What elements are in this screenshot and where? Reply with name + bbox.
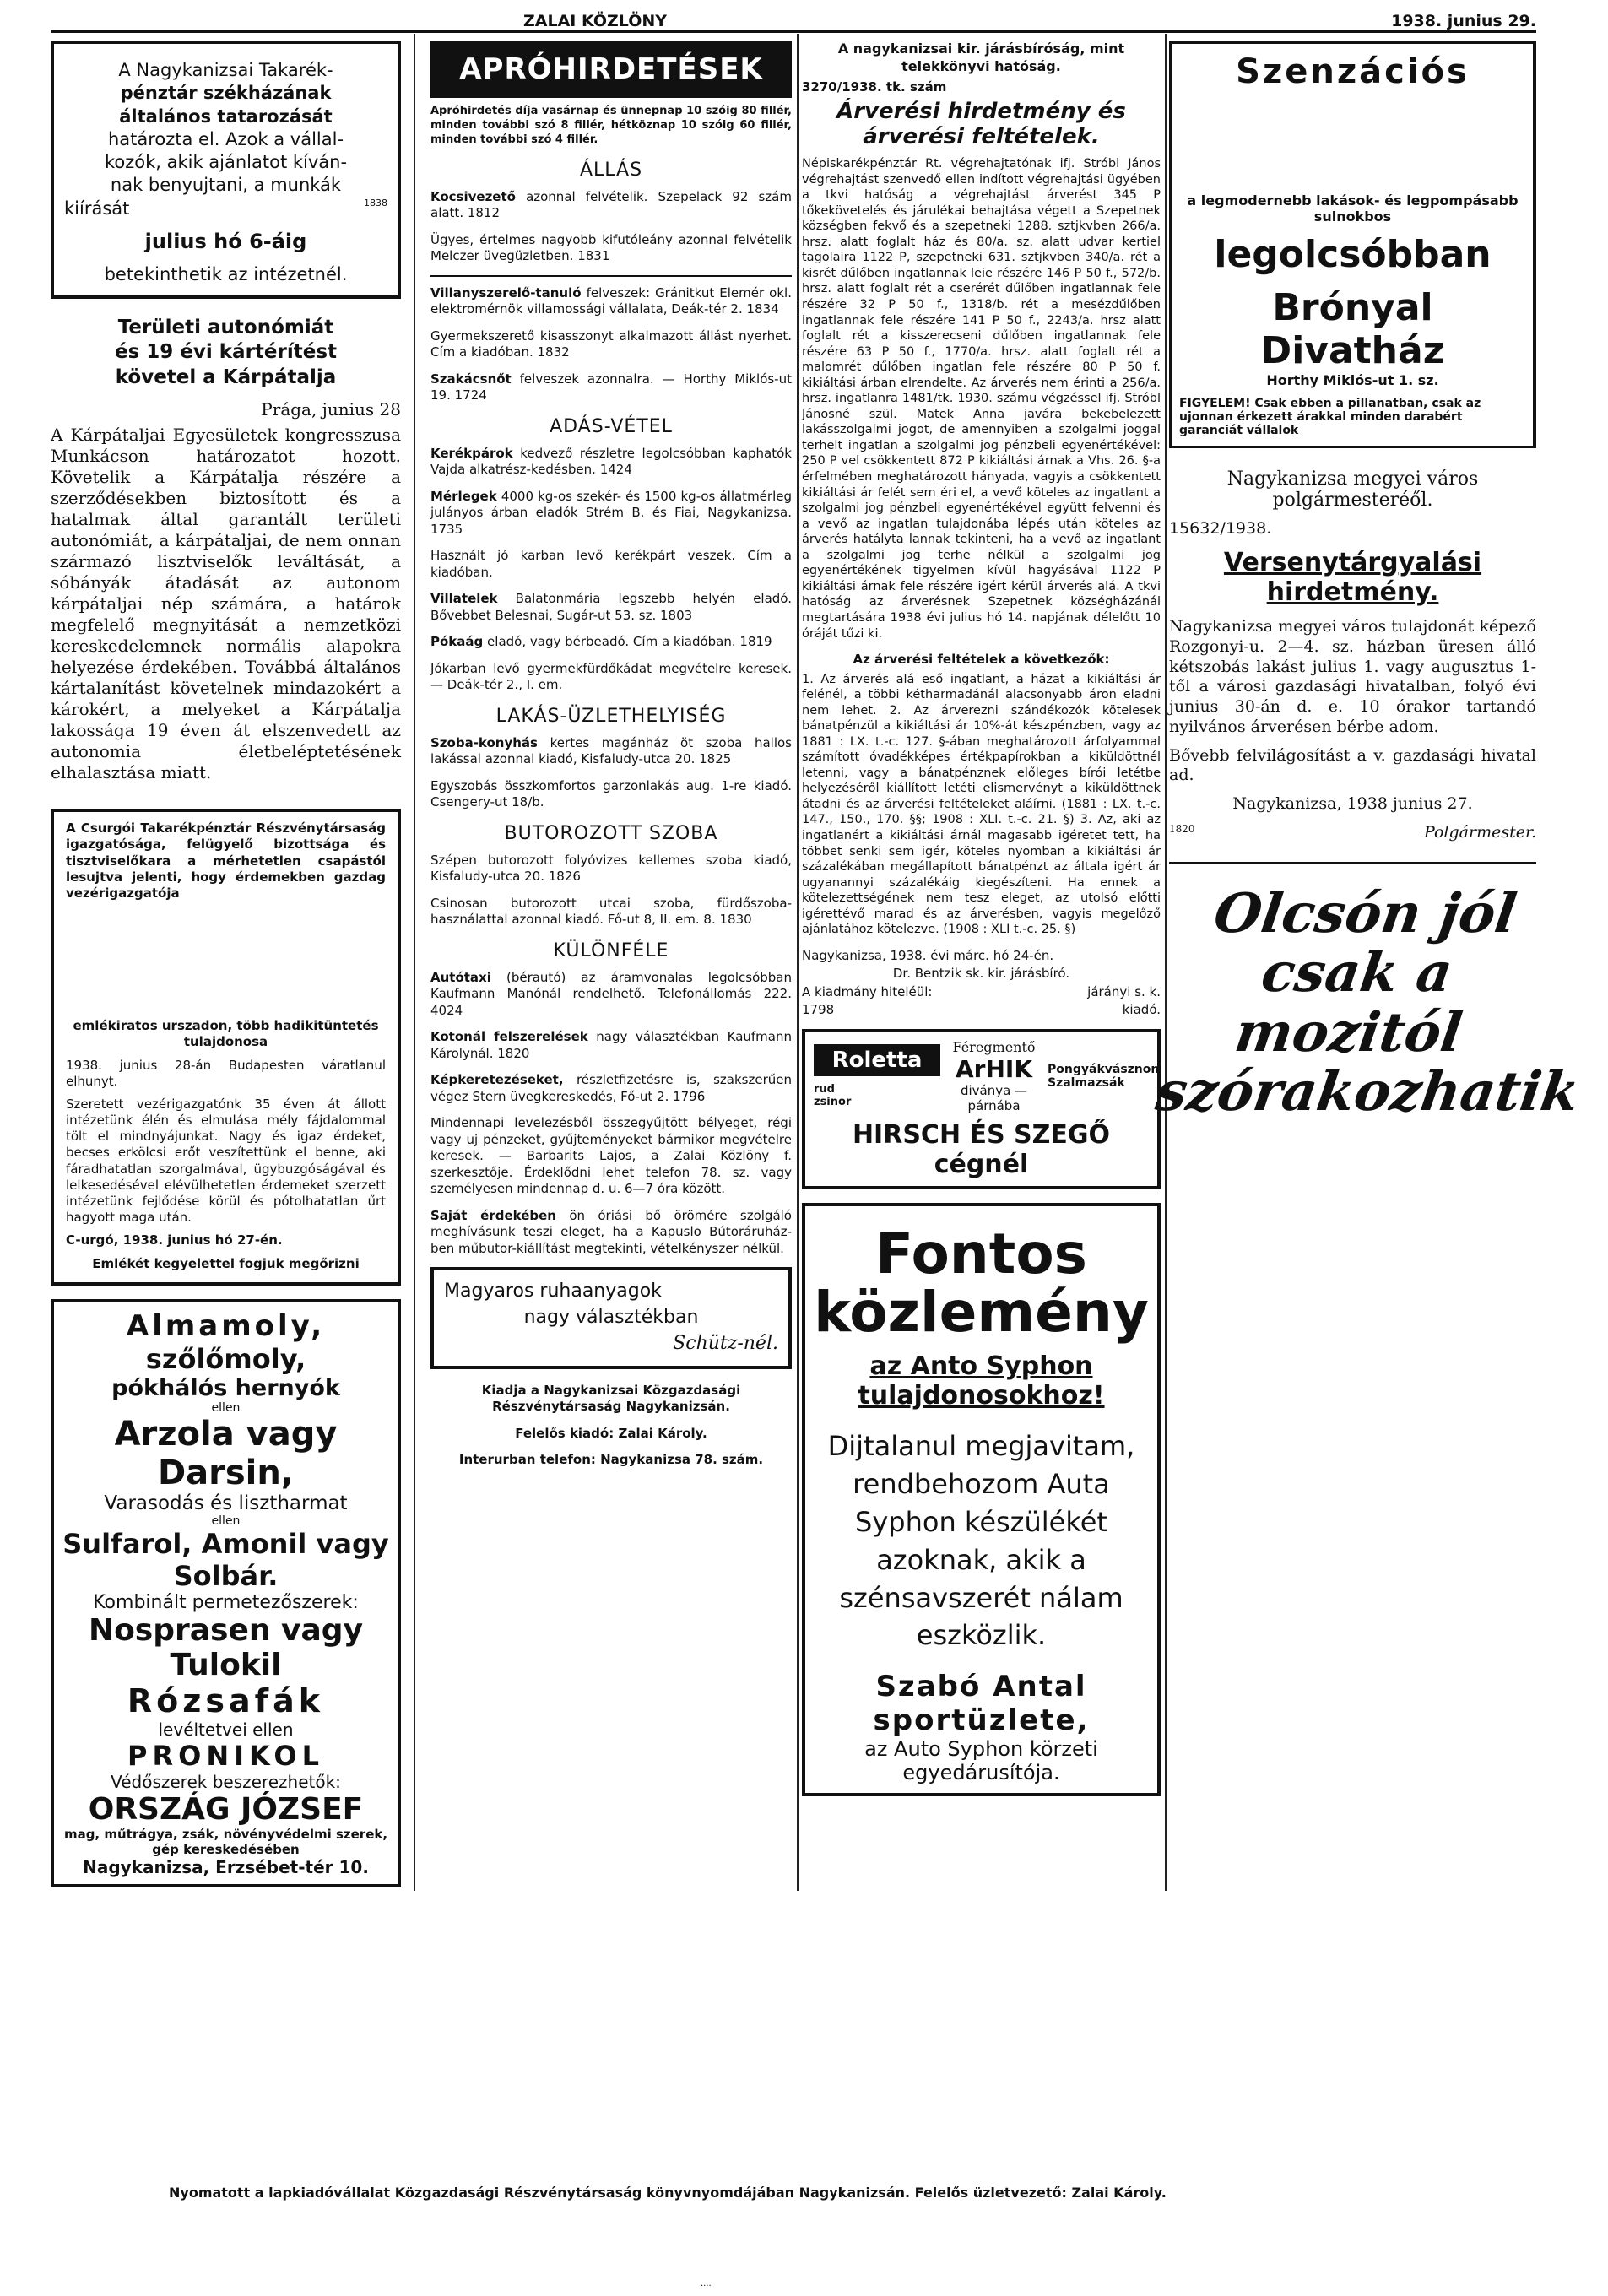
obit-name-space bbox=[66, 908, 386, 1018]
bronyal-address: Horthy Miklós-ut 1. sz. bbox=[1266, 372, 1439, 388]
korzet-label: az Auto Syphon körzeti egyedárusítója. bbox=[864, 1737, 1098, 1785]
classified-ad: Pókaág eladó, vagy bérbeadó. Cím a kiadóban. 1819 bbox=[430, 634, 772, 650]
headline-line: Területi autonómiát bbox=[117, 316, 334, 338]
notice-number: 15632/1938. bbox=[1169, 519, 1272, 538]
phone: Interurban telefon: Nagykanizsa 78. szám. bbox=[458, 1452, 764, 1468]
takarek-line: nak benyujtani, a munkák bbox=[110, 175, 342, 196]
ad-number: 1838 bbox=[364, 197, 387, 208]
obit-head: A Csurgói Takarékpénztár Részvénytársaság igazgatósága, felügyelő bizottsága és tisztviselőkara a mérhetetlen csapástól lesujtva jelenti, hogy érdemekben gazdag vezérigazgatója bbox=[66, 820, 386, 901]
pongy-block bbox=[1048, 1062, 1160, 1090]
auction-dateline: Nagykanizsa, 1938. évi márc. hó 24-én. bbox=[802, 947, 1054, 963]
alma-line: szőlőmoly, bbox=[145, 1342, 306, 1375]
classified-ad: Kerékpárok kedvező részletre legolcsóbban kaphatók Vajda alkatrész-kedésben. 1424 bbox=[430, 445, 792, 478]
bronyal-name: Brónyal Divatház bbox=[1260, 286, 1445, 372]
obituary bbox=[51, 809, 401, 1286]
classifieds-title: APRÓHIRDETÉSEK bbox=[430, 41, 792, 98]
product-line: PRONIKOL bbox=[127, 1739, 324, 1772]
verseny-sign bbox=[1169, 823, 1536, 842]
auction-sign-name: járányi s. k. bbox=[1087, 983, 1161, 999]
hirsch-row bbox=[814, 1038, 1160, 1113]
auction-kiado: kiadó. bbox=[1122, 1002, 1161, 1018]
classified-ad: Mérlegek 4000 kg-os szekér- és 1500 kg-os állatmérleg julányos árban eladók Strém B. és Fiai, Nagykanizsa. 1735 bbox=[430, 488, 792, 537]
anto-subtitle: az Anto Syphon tulajdonosokhoz! bbox=[858, 1351, 1105, 1411]
classified-ad: Autótaxi (bérautó) az áramvonalas legolcsóbban Kaufmann Manónál rendelhető. Telefonállomás 222. 4024 bbox=[430, 969, 792, 1018]
classifieds-tariff: Apróhirdetés díja vasárnap és ünnepnap 10 szóig 80 fillér, minden további szó 8 fillér, hétköznap 10 szóig 60 fillér, minden további szó 4 fillér. bbox=[430, 105, 792, 146]
alma-line: pókhálós hernyók bbox=[111, 1374, 340, 1401]
ellen-word: ellen bbox=[211, 1400, 241, 1415]
ad-number: 1798 bbox=[802, 1002, 835, 1018]
magyaros-line: nagy választékban bbox=[523, 1306, 699, 1328]
publisher: Kiadja a Nagykanizsai Közgazdasági Részvénytársaság Nagykanizsán. bbox=[481, 1382, 741, 1415]
column-3 bbox=[802, 41, 1161, 2296]
category-lakas: LAKÁS-ÜZLETHELYISÉG bbox=[495, 705, 727, 727]
obit-text: 1938. junius 28-án Budapesten váratlanul elhunyt. bbox=[66, 1057, 386, 1089]
imprint-footer: Nyomatott a lapkiadóvállalat Közgazdasági Részvénytársaság könyvnyomdájában Nagykanizsán. Felelős üzletvezető: Zalai Károly. bbox=[169, 2185, 1167, 2201]
takarek-line: kozók, akik ajánlatot kíván- bbox=[104, 152, 348, 173]
classified-ad: Saját érdekében ön óriási bő örömére szolgáló meghívásunk teszi eleget, ha a Kapuslo Bútoráruház-ben műbutor-kiállítást megtekinti, vételkényszer nélkül. bbox=[430, 1207, 792, 1256]
verseny-title: Versenytárgyalási hirdetmény. bbox=[1223, 548, 1482, 607]
product-line: Arzola vagy Darsin, bbox=[114, 1414, 338, 1492]
obit-sub: emlékiratos urszadon, több hadikitüntetés tulajdonosa bbox=[73, 1018, 379, 1050]
magyaros-line: Magyaros ruhaanyagok bbox=[444, 1281, 662, 1302]
obit-end: Emlékét kegyelettel fogjuk megőrizni bbox=[92, 1255, 360, 1271]
product-line: Nosprasen vagy Tulokil bbox=[88, 1612, 364, 1682]
verseny-body: Nagykanizsa megyei város tulajdonát képező Rozgonyi-u. 2—4. sz. házban üresen álló kétszobás lakást julius 1. vagy augusztus 1-től a városi gazdasági hivatalban, folyó évi junius 30-án d. e. 10 órakor tartandó nyilvános árverésen bérbe adom. bbox=[1169, 617, 1536, 736]
arhik-label: ArHIK bbox=[955, 1054, 1033, 1083]
classified-ad: Szoba-konyhás kertes magánház öt szoba hallos lakással azonnal kiadó, Kisfaludy-utca 20. 1825 bbox=[430, 734, 792, 767]
seller-address: Nagykanizsa, Erzsébet-tér 10. bbox=[83, 1856, 369, 1877]
arhik-block bbox=[947, 1039, 1041, 1113]
product-line: Védőszerek beszerezhetők: bbox=[111, 1771, 341, 1792]
rud-label: rud bbox=[814, 1082, 835, 1096]
auction-num-row bbox=[802, 1002, 1161, 1019]
column-rule bbox=[797, 34, 799, 1891]
headline-line: és 19 évi kártérítést bbox=[114, 341, 338, 364]
auction-title: Árverési hirdetmény és árverési feltételek. bbox=[836, 99, 1126, 150]
takarek-line: általános tatarozását bbox=[119, 106, 333, 127]
plant-protection-ad bbox=[51, 1299, 401, 1887]
product-line: Rózsafák bbox=[127, 1681, 325, 1719]
alma-line: Almamoly, bbox=[126, 1308, 326, 1343]
masthead: ZALAI KÖZLÖNY bbox=[523, 12, 668, 30]
legolcsobban-label: legolcsóbban bbox=[1214, 233, 1492, 276]
classified-ad: Mindennapi levelezésből összegyűjtött bélyeget, régi vagy uj pénzeket, gyűjteményeket bármikor megvételre keresek. — Barbarits Lajos, a Zalai Közlöny f. szerkesztője. Érdeklődni lehet telefon 78. sz. vagy személyesen mindennap d. u. 6—7 óra között. bbox=[430, 1115, 792, 1197]
category-butor: BUTOROZOTT SZOBA bbox=[504, 822, 718, 844]
category-kulon: KÜLÖNFÉLE bbox=[553, 940, 669, 961]
court-number: 3270/1938. tk. szám bbox=[802, 79, 947, 95]
classified-ad: Kocsivezető azonnal felvételik. Szepelack 92 szám alatt. 1812 bbox=[430, 188, 792, 221]
figyelem-text: FIGYELEM! Csak ebben a pillanatban, csak az ujonnan érkezett árakkal minden darabért garanciát vállalok bbox=[1179, 397, 1481, 437]
takarek-line: betekinthetik az intézetnél. bbox=[104, 264, 348, 285]
conditions-body: 1. Az árverés alá eső ingatlant, a házat a kikiáltási ár felénél, a többi kétharmadánál alacsonyabb áron eladni nem lehet. 2. Az árverezni szándékozók kötelesek bánatpénzül a kikiáltási ár 10%-át készpénzben, vagy az 1881 : LX. t.-c. 127. §-ában meghatározott árfolyammal számított óvadékképes értékpapírokban a kiküldöttnél letenni, vagy a bánatpénznek előleges bírói letétbe helyezéséről kiállított letéti elismervényt a kiküldöttnek átadni és az árverési feltételeket aláírni. (1881 : LX. t.-c. 147., 150., 170. §§; 1908 : XLI. t.-c. 21. §) 3. Az, aki az ingatlanért a kikiáltási árnál magasabb igéretet tett, ha többet senki sem igér, köteles nyomban a kikiáltási ár százalékában megállapított bánatpénzt az általa igért ár ugyanannyi százalékáig kiegészíteni. Ha ennek a kötelezettségének nem tesz eleget, az utolsó előtti igérettévő marad és az árverésben, vagyis megelőző ajánlatához kötelezve. (1908 : XLI t.-c. 25. §) bbox=[802, 672, 1161, 937]
divider bbox=[430, 275, 792, 277]
classified-ad: Villanyszerelő-tanuló felveszek: Gránitkut Elemér okl. elektromérnök villamossági vállalata, Deák-tér 2. 1834 bbox=[430, 284, 792, 317]
takarek-deadline: julius hó 6-áig bbox=[144, 230, 307, 254]
classified-ad: Képkeretezéseket, részletfizetésre is, szakszerűen végez Stern üvegkereskedés, Fő-ut 2. 1796 bbox=[430, 1072, 792, 1104]
column-rule bbox=[1165, 34, 1167, 1891]
issue-date: 1938. junius 29. bbox=[1391, 12, 1536, 30]
takarek-notice bbox=[51, 41, 401, 299]
seller-goods: mag, műtrágya, zsák, növényvédelmi szerek, gép kereskedésében bbox=[63, 1826, 388, 1857]
news-body: A Kárpátaljai Egyesületek kongresszusa Munkácson határozatot hozott. Követelik a Kárpátalja részére a szerződésekben biztosított és a hatalmak által garantált területi autonómiát, a kárpátaljai, de nem onnan származó lisztviselők leváltását, a sóbányák átadását az autonom kárpátaljai nép számára, a határok megfelelő megnyitását a nemzetközi kereskedelemnek normális alapokra helyezése érdekében. Továbbá általános kártalanítást követelnek mindazokért a károkért, a melyeket a Kárpátalja lakossága 19 éven át elszenvedett az autonomia életbeléptetésének elhalasztása miatt. bbox=[51, 425, 401, 783]
auction-body: Népiskarékpénztár Rt. végrehajtatónak ifj. Stróbl János végrehajtást szenvedő ellen indított végrehajtási ügyében a tkvi hatóság a végrehajtást árverést 345 P tőkekövetelés és járulékai behajtása végett a Szepetnek községben fekvő és a szepetneki 1288. sztjkvben 266/a. hrsz. alatt foglalt ház és 80/a. sz. alatt udvar kertiel tagolaira 1122 P, szepetneki 631. sztjkvben 340/a. rét a kisrét dűlőben ingatlannak leie részére 146 P 50 f., 572/b. hrsz. alatt foglalt rét a cserérét dűlőben ingatlannak fele részére 32 P 50 f., 1318/b. rét a mesézdűlőben ingatlannak fele részére 141 P 50 f., 2243/a. hrsz alatt foglalt rét a kisszerecseni dűlőben ingatlannak fele részére 63 P 50 f., 1770/a. hrsz. alatt foglalt rét a malomrét dűlőben ingatlan fele részére 80 P 50 f. kikiáltási árban elrendelte. Az árverés nem érinti a 256/a. hrsz. ingatlanra 1481/tk. 1930. számu végzéssel ifj. Stróbl Jánosné szül. Matek Anna javára bekebelezett lakásszolgalmi jogot, de amennyiben a szolgalmi joggal terhelt ingatlan a szolgalmi jog pénzbeli egyenértékével: 250 P vel csökkentett 872 P kikiáltási árnak a Vhs. 26. §-a érfelmében meghatározott hányada, vagyis a csökkentett kikiáltási ár felét sem éri el, a vevő köteles az ingatlant a szolgalmi jog pénzbeli egyenértékével együtt felvenni és a vevő az ingatlan tulajdonába lépés után köteles az árverés hatályta lannak tekinteni, ha a vevő az ingatlant a szolgalmi jog terhe nélkül a szolgalmi jog egyenértékének tigyelmen kívül hagyásával 1122 P kikiáltási árnak fele részére igért kérül árverés alá. A tkvi hatóság az árverésnek Szepetnek községházánál megtartására 1938 évi julius hó 14. napjának délelőtt 10 óráját tűzi ki. bbox=[802, 157, 1161, 641]
product-line: Kombinált permetezőszerek: bbox=[93, 1591, 359, 1613]
obit-text: Szeretett vezérigazgatónk 35 éven át állott intézetünk élén és elmulása mély fájdalommal tölt el mindnyájunkat. Nagy és igaz érdeket, becses erkölcsi erőt veszítettünk el benne, aki fáradhatatlan szorgalmával, ügybuzgóságával és lelkesedésével elévülhetetlen érdemeket szerzett intézetünk fejlődése körül és pótolhatatlan űrt hagyott maga után. bbox=[66, 1096, 386, 1226]
dijtalan-text: Dijtalanul megjavitam, rendbehozom Auta Syphon készülékét azoknak, akik a szénsavszerét nálam eszközlik. bbox=[827, 1430, 1135, 1652]
roletta-block bbox=[814, 1044, 940, 1108]
product-line: Varasodás és lisztharmat bbox=[104, 1492, 348, 1514]
headline-line: követel a Kárpátalja bbox=[115, 366, 337, 389]
conditions-title: Az árverési feltételek a következők: bbox=[853, 652, 1110, 668]
szenzacio-label: Szenzációs bbox=[1236, 52, 1470, 91]
divider bbox=[1169, 862, 1536, 864]
magyaros-ad bbox=[430, 1267, 792, 1368]
bronyal-ad bbox=[1169, 41, 1536, 446]
takarek-line: kiírását bbox=[64, 198, 130, 219]
classified-ad: Szépen butorozott folyóvizes kellemes szoba kiadó, Kisfaludy-utca 20. 1826 bbox=[430, 852, 792, 885]
classified-ad: Szakácsnőt felveszek azonnalra. — Horthy Miklós-ut 19. 1724 bbox=[430, 371, 792, 403]
takarek-line: pénztár székházának bbox=[120, 83, 332, 104]
court-head: A nagykanizsai kir. járásbíróság, mint telekkönyvi hatóság. bbox=[837, 41, 1125, 74]
classified-ad: Egyszobás összkomfortos garzonlakás aug. 1-re kiadó. Csengery-ut 18/b. bbox=[430, 777, 792, 810]
polgarmester-label: Polgármester. bbox=[1423, 822, 1536, 842]
fontos-title: Fontos közlemény bbox=[814, 1221, 1149, 1346]
editor: Felelős kiadó: Zalai Károly. bbox=[515, 1425, 707, 1441]
hirsch-label: HIRSCH ÉS SZEGŐ cégnél bbox=[852, 1119, 1111, 1179]
zsinor-label: zsinor bbox=[814, 1095, 852, 1108]
classified-ad: Használt jó karban levő kerékpárt veszek. Cím a kiadóban. bbox=[430, 548, 792, 580]
bronyal-text: a legmodernebb lakások- és legpompásabb sulnokbos bbox=[1187, 192, 1519, 225]
hirsch-szego-ad bbox=[802, 1029, 1161, 1189]
classified-ad: Gyermekszerető kisasszonyt alkalmazott állást nyerhet. Cím a kiadóban. 1832 bbox=[430, 328, 792, 360]
category-adas: ADÁS-VÉTEL bbox=[550, 415, 673, 437]
takarek-line: határozta el. Azok a vállal- bbox=[107, 128, 344, 149]
auto-syphon-ad bbox=[802, 1203, 1161, 1796]
seller-name: ORSZÁG JÓZSEF bbox=[88, 1791, 364, 1827]
auction-sign-label: A kiadmány hiteléül: bbox=[802, 983, 933, 999]
category-allas: ÁLLÁS bbox=[579, 159, 643, 181]
feregmento-label: Féregmentő bbox=[952, 1038, 1036, 1055]
ellen-word: ellen bbox=[211, 1514, 241, 1528]
classified-ad: Csinosan butorozott utcai szoba, fürdőszoba-használattal azonnal kiadó. Fő-ut 8, II. em. 8. 1830 bbox=[430, 895, 792, 928]
page-header bbox=[51, 12, 1536, 33]
auction-sign bbox=[802, 984, 1161, 1001]
ad-number: 1820 bbox=[1169, 822, 1195, 835]
szalmazsak-label: Szalmazsák bbox=[1048, 1075, 1125, 1090]
news-headline bbox=[51, 316, 401, 392]
verseny-more: Bővebb felvilágosítást a v. gazdasági hivatal ad. bbox=[1169, 745, 1536, 785]
column-4 bbox=[1151, 41, 1584, 2296]
column-rule bbox=[414, 34, 415, 1891]
divany-label: diványa — párnába bbox=[960, 1082, 1028, 1113]
footer-marks: .... bbox=[701, 2279, 712, 2288]
roletta-label: Roletta bbox=[814, 1044, 940, 1076]
olcson-cinema-ad: Olcsón jól csak a mozitól szórakozhatik bbox=[1151, 881, 1584, 1124]
column-1 bbox=[51, 41, 401, 2296]
product-line: levéltetvei ellen bbox=[158, 1719, 294, 1740]
classified-ad: Jókarban levő gyermekfürdőkádat megvételre keresek. — Deák-tér 2., I. em. bbox=[430, 660, 792, 693]
obit-place: C-urgó, 1938. junius hó 27-én. bbox=[66, 1232, 283, 1248]
pongy-label: Pongyákvásznon bbox=[1048, 1062, 1160, 1076]
classified-ad: Ügyes, értelmes nagyobb kifutóleány azonnal felvételik Melczer üvegüzletben. 1831 bbox=[430, 231, 792, 264]
classified-ad: Kotonál felszerelések nagy választékban Kaufmann Károlynál. 1820 bbox=[430, 1029, 792, 1061]
szabo-label: Szabó Antal sportüzlete, bbox=[873, 1670, 1090, 1738]
product-line: Sulfarol, Amonil vagy Solbár. bbox=[62, 1527, 389, 1592]
megyei-heading: Nagykanizsa megyei város polgármesteréől. bbox=[1226, 468, 1479, 511]
column-2 bbox=[430, 41, 792, 2296]
verseny-date: Nagykanizsa, 1938 junius 27. bbox=[1232, 794, 1473, 813]
takarek-line: A Nagykanizsai Takarék- bbox=[118, 60, 333, 80]
news-dateline: Prága, junius 28 bbox=[261, 399, 401, 420]
classified-ad: Villatelek Balatonmária legszebb helyén eladó. Bővebbet Belesnai, Sugár-ut 53. sz. 1803 bbox=[430, 591, 792, 623]
schutz-signature: Schütz-nél. bbox=[673, 1332, 778, 1354]
divider bbox=[1169, 446, 1536, 448]
auction-judge: Dr. Bentzik sk. kir. járásbíró. bbox=[892, 966, 1070, 982]
